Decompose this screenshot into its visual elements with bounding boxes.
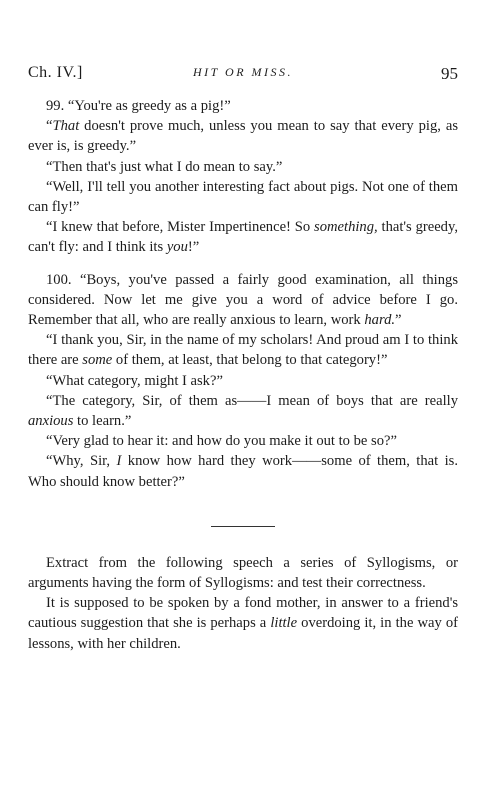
italic-text: some	[82, 352, 113, 369]
text-run: “Very glad to hear it: and how do you make it out to be so?”	[46, 433, 397, 450]
paragraph	[28, 217, 458, 257]
paragraph	[28, 391, 458, 431]
text-run: overdoing it, in the way of lessons, with her children.	[28, 615, 458, 652]
text-run: “What category, might I ask?”	[46, 372, 223, 389]
text-run: Extract from the following speech a series of Syllogisms, or arguments having the form of Syllogisms: and test their correctness.	[28, 554, 458, 592]
italic-text: hard.	[364, 312, 396, 329]
text-run: 100. “Boys, you've passed a fairly good examination, all things considered. Now let me give you a word of advice before I go. Remember that all, who are really anxious to learn, work	[28, 271, 458, 329]
text-run: 99. “You're as greedy as a pig!”	[46, 98, 231, 114]
paragraph	[28, 553, 458, 593]
paragraph	[28, 116, 458, 156]
text-run: ”	[395, 312, 402, 329]
paragraph	[28, 270, 458, 331]
dialogue-100	[28, 270, 458, 492]
text-run: !”	[187, 239, 200, 256]
italic-text: something,	[314, 219, 378, 236]
paragraph	[28, 431, 458, 451]
section-gap	[28, 258, 458, 270]
paragraph	[28, 157, 458, 177]
italic-text: That	[52, 118, 80, 135]
text-run: know how hard they work——some of them, that is. Who should know better?”	[28, 453, 458, 490]
italic-text: little	[270, 615, 298, 632]
exercise-text	[28, 553, 458, 654]
page-number: 95	[441, 64, 458, 83]
text-run: “I knew that before, Mister Impertinence! So	[46, 219, 315, 236]
paragraph	[28, 96, 458, 116]
paragraph	[28, 177, 458, 217]
paragraph	[28, 593, 458, 654]
running-header	[28, 64, 458, 84]
chapter-label: Ch. IV.]	[28, 64, 83, 81]
text-run: that's greedy, can't fly: and I think its	[28, 219, 458, 256]
text-run: “I thank you, Sir, in the name of my scholars! And proud am I to think there are	[28, 332, 458, 369]
italic-text: anxious	[28, 413, 74, 430]
text-run: “	[46, 118, 53, 135]
text-run: doesn't prove much, unless you mean to say that every pig, as ever is, is greedy.”	[28, 118, 458, 155]
paragraph	[28, 451, 458, 491]
text-run: “Why, Sir,	[46, 453, 117, 470]
running-title: HIT OR MISS.	[192, 65, 294, 79]
page-body	[28, 96, 458, 654]
text-run: It is supposed to be spoken by a fond mother, in answer to a friend's cautious suggestion that she is perhaps a	[28, 595, 458, 632]
text-run: to learn.”	[73, 413, 132, 430]
paragraph	[28, 371, 458, 391]
paragraph	[28, 330, 458, 370]
text-run: “Then that's just what I do mean to say.”	[46, 158, 283, 175]
section-divider	[211, 526, 275, 527]
text-run: “The category, Sir, of them as——I mean of boys that are really	[46, 392, 458, 409]
text-run: of them, at least, that belong to that category!”	[112, 352, 388, 369]
italic-text: I	[116, 453, 122, 470]
dialogue-99	[28, 96, 458, 258]
italic-text: you	[166, 239, 188, 256]
text-run: “Well, I'll tell you another interesting fact about pigs. Not one of them can fly!”	[28, 178, 458, 216]
